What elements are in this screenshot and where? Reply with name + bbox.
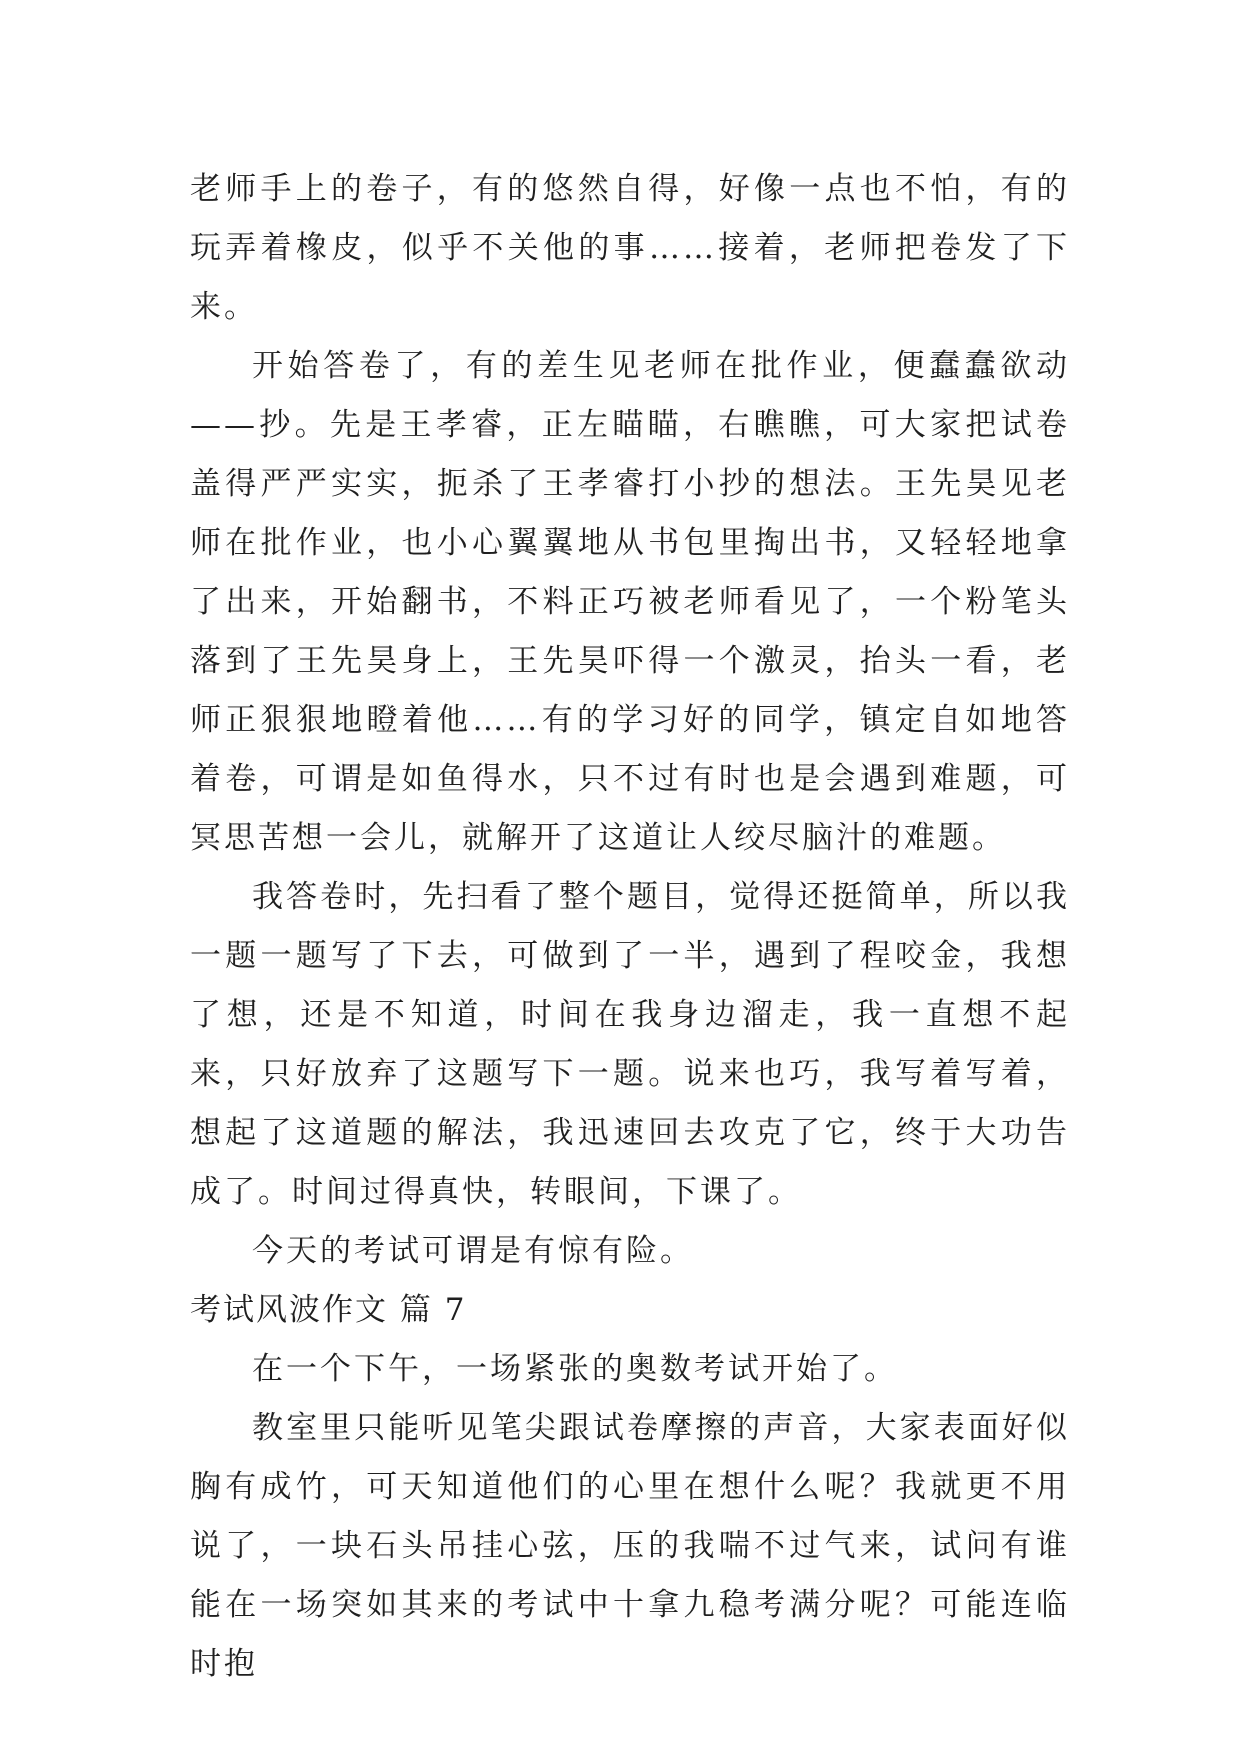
- section-heading: 考试风波作文 篇 7: [190, 1292, 467, 1328]
- paragraph-3: 我答卷时，先扫看了整个题目，觉得还挺简单，所以我一题一题写了下去，可做到了一半，遇到了程咬金，我想了想，还是不知道，时间在我身边溜走，我一直想不起来，只好放弃了这题写下一题。说来也巧，我写着写着，想起了这道题的解法，我迅速回去攻克了它，终于大功告成了。时间过得真快，转眼间，下课了。: [190, 879, 1070, 1210]
- paragraph-5: 在一个下午，一场紧张的奥数考试开始了。: [252, 1351, 898, 1387]
- paragraph-4: 今天的考试可谓是有惊有险。: [252, 1233, 694, 1269]
- paragraph-2: 开始答卷了，有的差生见老师在批作业，便蠢蠢欲动——抄。先是王孝睿，正左瞄瞄，右瞧瞧，可大家把试卷盖得严严实实，扼杀了王孝睿打小抄的想法。王先昊见老师在批作业，也小心翼翼地从书包里掏出书，又轻轻地拿了出来，开始翻书，不料正巧被老师看见了，一个粉笔头落到了王先昊身上，王先昊吓得一个激灵，抬头一看，老师正狠狠地瞪着他……有的学习好的同学，镇定自如地答着卷，可谓是如鱼得水，只不过有时也是会遇到难题，可冥思苦想一会儿，就解开了这道让人绞尽脑汁的难题。: [190, 348, 1070, 856]
- paragraph-1: 老师手上的卷子，有的悠然自得，好像一点也不怕，有的玩弄着橡皮，似乎不关他的事……接着，老师把卷发了下来。: [190, 171, 1070, 325]
- document-body: [190, 160, 1070, 1694]
- paragraph-6: 教室里只能听见笔尖跟试卷摩擦的声音，大家表面好似胸有成竹，可天知道他们的心里在想什么呢？我就更不用说了，一块石头吊挂心弦，压的我喘不过气来，试问有谁能在一场突如其来的考试中十拿九稳考满分呢？可能连临时抱: [190, 1410, 1070, 1682]
